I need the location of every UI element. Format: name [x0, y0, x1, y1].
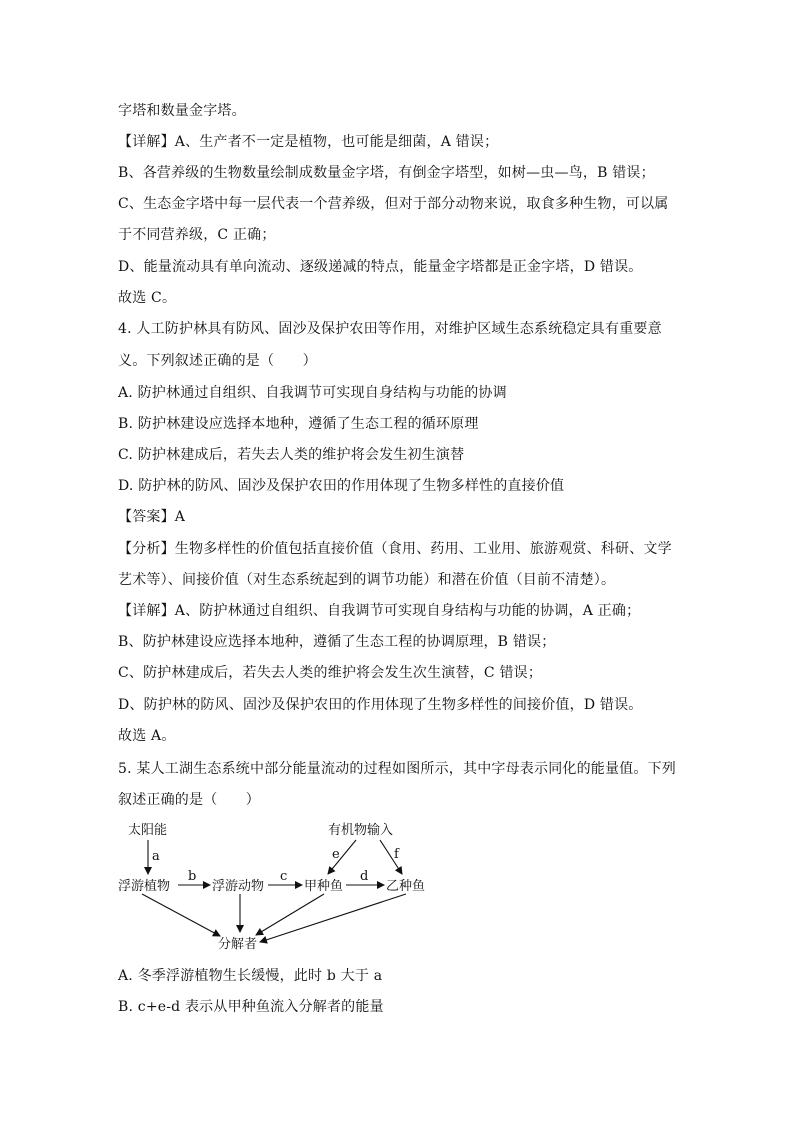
explanation-text: 故选 A。 — [118, 728, 176, 744]
answer-label: 【答案】A — [118, 509, 186, 525]
analysis-text: 【分析】生物多样性的价值包括直接价值（食用、药用、工业用、旅游观赏、科研、文学 — [118, 541, 672, 557]
energy-flow-svg — [110, 818, 450, 960]
question-5-option-a: A. 冬季浮游植物生长缓慢，此时 b 大于 a — [118, 968, 383, 984]
explanation-text: B、防护林建设应选择本地种，遵循了生态工程的协调原理，B 错误； — [118, 634, 556, 650]
edge-fish-a-to-decomposer — [256, 894, 324, 935]
question-5-stem: 叙述正确的是（ ） — [118, 792, 260, 808]
edge-label-e: e — [332, 847, 340, 862]
edge-fish-b-to-decomposer — [260, 894, 406, 942]
question-4-option-c: C. 防护林建成后，若失去人类的维护将会发生初生演替 — [118, 447, 465, 463]
question-5-stem: 5. 某人工湖生态系统中部分能量流动的过程如图所示，其中字母表示同化的能量值。下列 — [118, 761, 677, 777]
edge-label-a: a — [152, 849, 160, 864]
question-4-option-d: D. 防护林的防风、固沙及保护农田的作用体现了生物多样性的直接价值 — [118, 478, 565, 494]
text-line: B、各营养级的生物数量绘制成数量金字塔，有倒金字塔型，如树—虫—鸟，B 错误； — [118, 165, 655, 181]
edge-label-b: b — [188, 869, 197, 884]
edge-label-f: f — [394, 847, 399, 862]
text-line: 字塔和数量金字塔。 — [118, 103, 246, 119]
node-zooplankton: 浮游动物 — [212, 879, 265, 894]
node-sun: 太阳能 — [128, 823, 168, 838]
question-4-option-a: A. 防护林通过自组织、自我调节可实现自身结构与功能的协调 — [118, 385, 507, 401]
text-line: D、能量流动具有单向流动、逐级递减的特点，能量金字塔都是正金字塔，D 错误。 — [118, 259, 643, 275]
edge-phyto-to-decomposer — [142, 894, 220, 936]
text-line: 【详解】A、生产者不一定是植物，也可能是细菌，A 错误； — [118, 134, 499, 150]
question-5-option-b: B. c+e-d 表示从甲种鱼流入分解者的能量 — [118, 999, 384, 1015]
edge-label-c: c — [280, 869, 288, 884]
text-line: 于不同营养级，C 正确； — [118, 227, 276, 243]
node-decomposer: 分解者 — [218, 937, 258, 952]
text-line: 故选 C。 — [118, 290, 177, 306]
text-line: C、生态金字塔中每一层代表一个营养级，但对于部分动物来说，取食多种生物，可以属 — [118, 196, 669, 212]
node-organic-input: 有机物输入 — [328, 823, 394, 838]
question-4-stem: 义。下列叙述正确的是（ ） — [118, 353, 317, 369]
question-4-option-b: B. 防护林建设应选择本地种，遵循了生态工程的循环原理 — [118, 416, 479, 432]
explanation-text: 【详解】A、防护林通过自组织、自我调节可实现自身结构与功能的协调，A 正确； — [118, 603, 641, 619]
node-fish-a: 甲种鱼 — [304, 879, 344, 894]
analysis-text: 艺术等）、间接价值（对生态系统起到的调节功能）和潜在价值（目前不清楚）。 — [118, 572, 616, 588]
node-phytoplankton: 浮游植物 — [118, 879, 171, 894]
explanation-text: C、防护林建成后，若失去人类的维护将会发生次生演替，C 错误； — [118, 665, 543, 681]
question-4-stem: 4. 人工防护林具有防风、固沙及保护农田等作用，对维护区域生态系统稳定具有重要意 — [118, 321, 662, 337]
edge-label-d: d — [360, 869, 369, 884]
energy-flow-diagram — [110, 818, 450, 960]
node-fish-b: 乙种鱼 — [386, 879, 426, 894]
explanation-text: D、防护林的防风、固沙及保护农田的作用体现了生物多样性的间接价值，D 错误。 — [118, 697, 643, 713]
